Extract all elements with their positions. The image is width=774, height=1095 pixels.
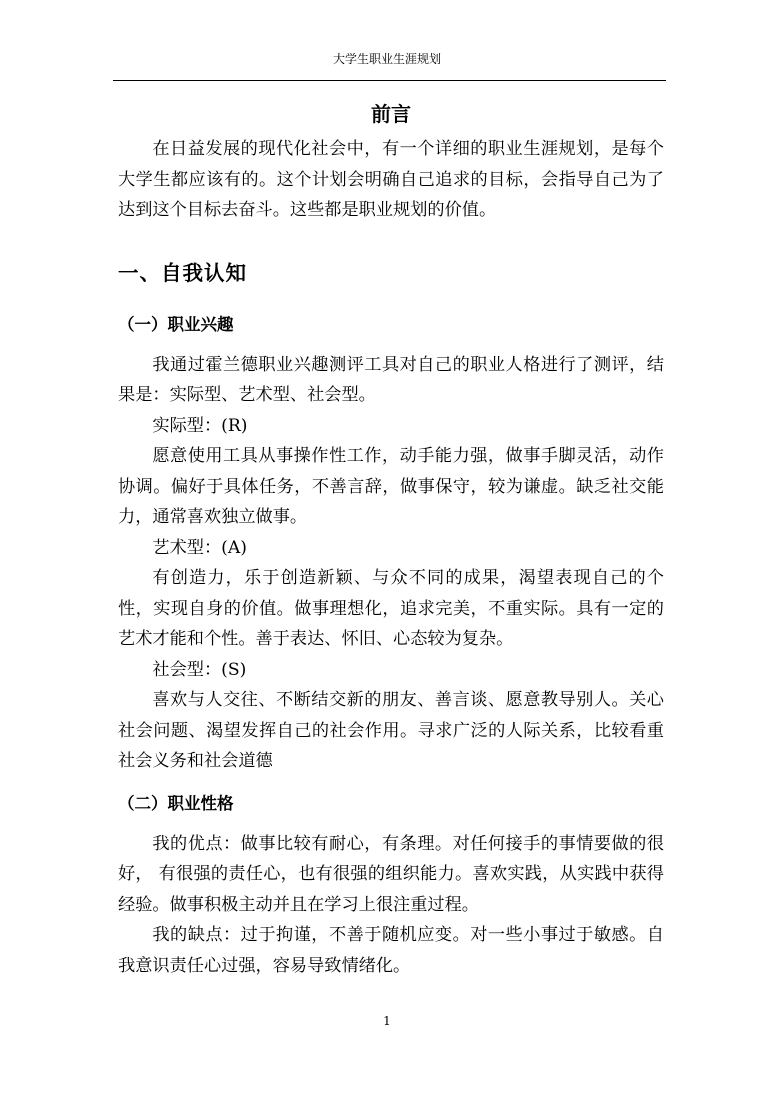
type-desc-realistic: 愿意使用工具从事操作性工作，动手能力强，做事手脚灵活，动作协调。偏好于具体任务，不善言辞，做事保守，较为谦虚。缺乏社交能力，通常喜欢独立做事。 bbox=[118, 446, 664, 527]
type-desc-artistic: 有创造力，乐于创造新颖、与众不同的成果，渴望表现自己的个性，实现自身的价值。做事理想化，追求完美，不重实际。具有一定的艺术才能和个性。善于表达、怀旧、心态较为复杂。 bbox=[118, 568, 664, 649]
interest-paragraph: 我通过霍兰德职业兴趣测评工具对自己的职业人格进行了测评，结果是：实际型、艺术型、社会型。 bbox=[118, 354, 664, 405]
weaknesses-paragraph: 我的缺点：过于拘谨，不善于随机应变。对一些小事过于敏感。自我意识责任心过强，容易导致情绪化。 bbox=[118, 925, 664, 976]
section-heading-self-awareness: 一、自我认知 bbox=[118, 260, 247, 285]
strengths-paragraph: 我的优点：做事比较有耐心，有条理。对任何接手的事情要做的很好， 有很强的责任心，也有很强的组织能力。喜欢实践，从实践中获得经验。做事积极主动并且在学习上很注重过程。 bbox=[118, 833, 664, 915]
type-label-realistic: 实际型：(R) bbox=[152, 415, 248, 436]
running-header: 大学生职业生涯规划 bbox=[332, 52, 441, 66]
header-rule bbox=[113, 80, 666, 81]
page-body bbox=[118, 100, 664, 981]
page-title: 前言 bbox=[371, 102, 411, 126]
subsection-heading-personality: （二）职业性格 bbox=[118, 793, 234, 813]
type-desc-social: 喜欢与人交往、不断结交新的朋友、善言谈、愿意教导别人。关心社会问题、渴望发挥自己的社会作用。寻求广泛的人际关系，比较看重社会义务和社会道德 bbox=[118, 690, 664, 771]
type-label-social: 社会型：(S) bbox=[152, 659, 247, 680]
type-label-artistic: 艺术型：(A) bbox=[152, 537, 247, 558]
page-number: 1 bbox=[383, 1014, 391, 1028]
subsection-heading-interest: （一）职业兴趣 bbox=[118, 314, 234, 334]
intro-paragraph: 在日益发展的现代化社会中，有一个详细的职业生涯规划，是每个大学生都应该有的。这个计划会明确自己追求的目标，会指导自己为了达到这个目标去奋斗。这些都是职业规划的价值。 bbox=[118, 139, 664, 220]
